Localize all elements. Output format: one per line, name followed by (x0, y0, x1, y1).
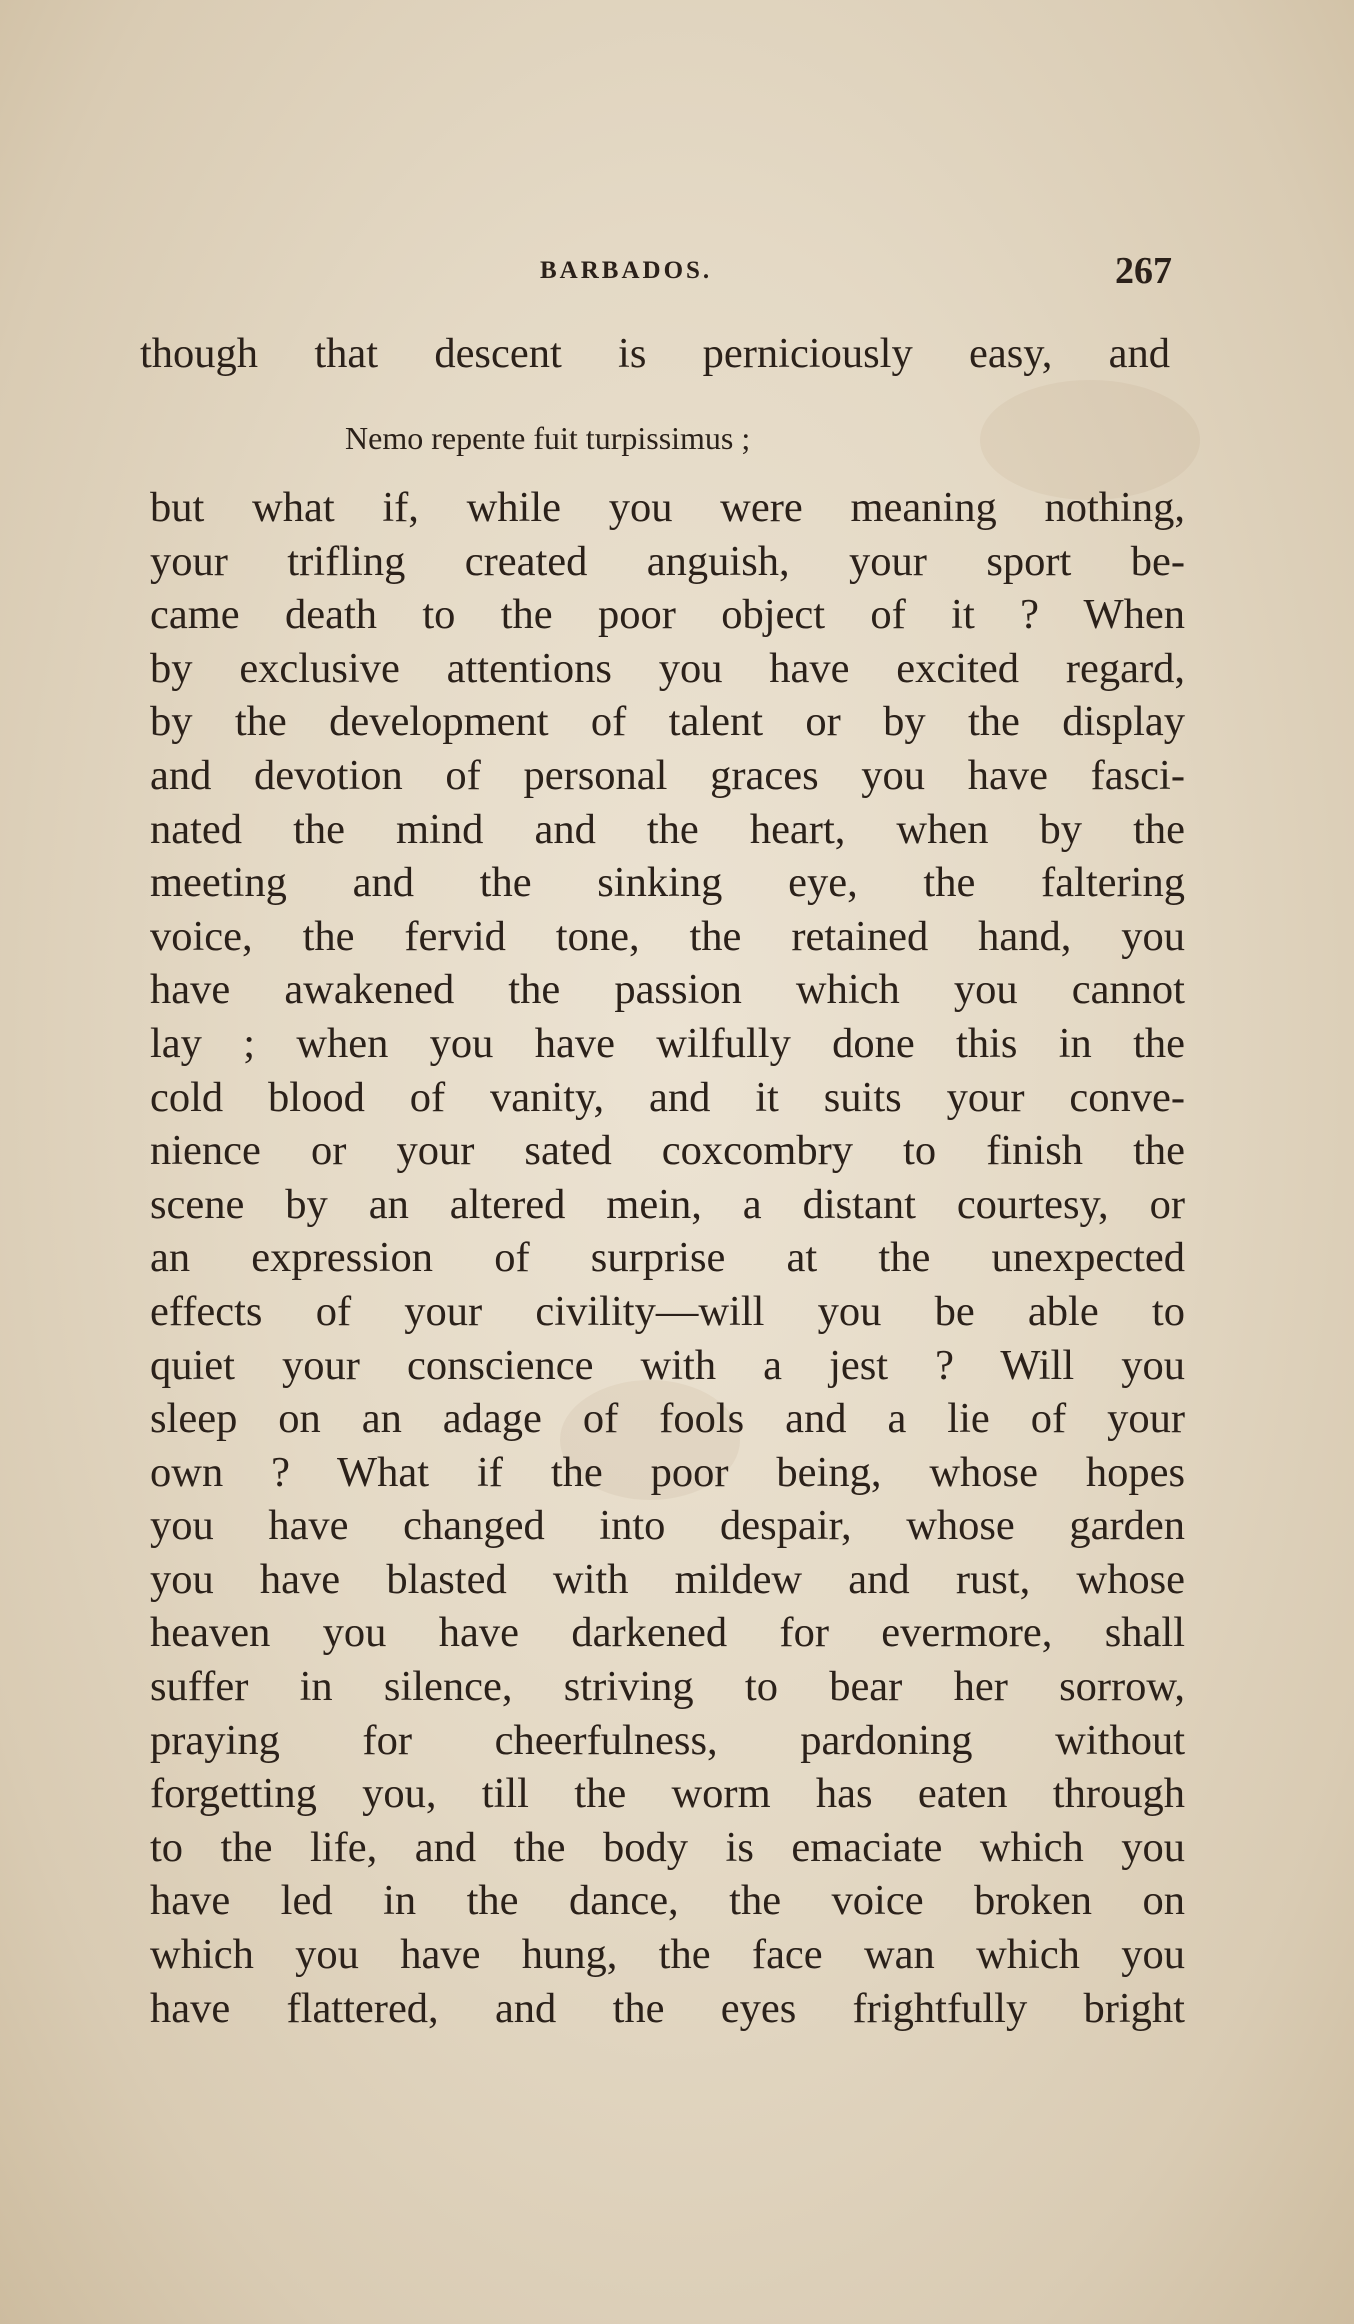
text-line: you have blasted with mildew and rust, whose (150, 1555, 1185, 1603)
text-line: to the life, and the body is emaciate which you (150, 1823, 1185, 1871)
text-line: cold blood of vanity, and it suits your conve- (150, 1073, 1185, 1121)
text-line: by exclusive attentions you have excited regard, (150, 644, 1185, 692)
page-header (140, 245, 1170, 295)
text-line: you have changed into despair, whose garden (150, 1502, 1185, 1550)
text-line: nated the mind and the heart, when by the (150, 805, 1185, 853)
text-line: quiet your conscience with a jest ? Will you (150, 1341, 1185, 1389)
latin-quotation: Nemo repente fuit turpissimus ; (345, 420, 751, 456)
running-title: BARBADOS. (540, 257, 713, 284)
text-line: which you have hung, the face wan which you (150, 1931, 1185, 1979)
text-line: forgetting you, till the worm has eaten through (150, 1770, 1185, 1818)
text-line: have led in the dance, the voice broken on (150, 1877, 1185, 1925)
text-line: praying for cheerfulness, pardoning without (150, 1716, 1185, 1764)
text-line: but what if, while you were meaning nothing, (150, 484, 1185, 531)
body-paragraph (150, 481, 1185, 2035)
text-line: your trifling created anguish, your sport be- (150, 537, 1185, 585)
text-line: heaven you have darkened for evermore, shall (150, 1609, 1185, 1657)
text-line: and devotion of personal graces you have fasci- (150, 751, 1185, 799)
text-line: came death to the poor object of it ? When (150, 591, 1185, 639)
page-number: 267 (1115, 250, 1172, 292)
text-line: sleep on an adage of fools and a lie of your (150, 1395, 1185, 1443)
text-line: lay ; when you have wilfully done this in the (150, 1019, 1185, 1067)
text-line: voice, the fervid tone, the retained hand, you (150, 912, 1185, 960)
text-line: have flattered, and the eyes frightfully bright (150, 1984, 1185, 2032)
text-line: suffer in silence, striving to bear her sorrow, (150, 1663, 1185, 1711)
text-line: meeting and the sinking eye, the faltering (150, 859, 1185, 907)
text-line: effects of your civility—will you be able to (150, 1287, 1185, 1335)
text-line: by the development of talent or by the display (150, 698, 1185, 746)
text-line: own ? What if the poor being, whose hopes (150, 1448, 1185, 1496)
text-line: have awakened the passion which you cannot (150, 966, 1185, 1014)
text-line: nience or your sated coxcombry to finish the (150, 1127, 1185, 1175)
opening-line: though that descent is perniciously easy, and (140, 330, 1170, 377)
text-line: scene by an altered mein, a distant courtesy, or (150, 1180, 1185, 1228)
text-line: an expression of surprise at the unexpected (150, 1234, 1185, 1282)
